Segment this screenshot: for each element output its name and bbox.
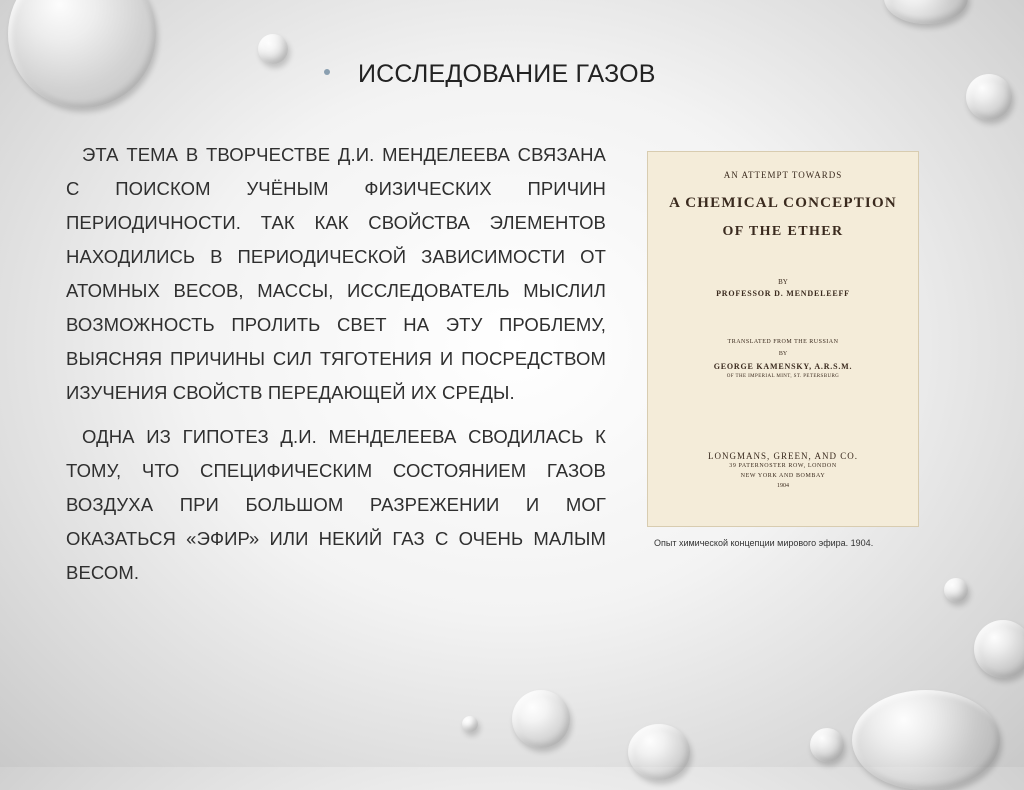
slide-body bbox=[66, 138, 606, 600]
book-title-page-image bbox=[648, 152, 918, 526]
book-line: NEW YORK AND BOMBAY bbox=[740, 473, 826, 479]
book-publisher: LONGMANS, GREEN, AND CO. bbox=[707, 451, 858, 461]
water-drop bbox=[258, 34, 288, 64]
water-drop bbox=[966, 74, 1012, 120]
water-drop bbox=[852, 690, 1000, 790]
book-title: A CHEMICAL CONCEPTION bbox=[669, 195, 897, 211]
book-title: OF THE ETHER bbox=[722, 224, 844, 239]
water-drop bbox=[810, 728, 844, 762]
book-line: BY bbox=[778, 278, 788, 286]
water-drop bbox=[462, 716, 478, 732]
book-translator: GEORGE KAMENSKY, A.R.S.M. bbox=[713, 362, 853, 371]
book-line: 39 PATERNOSTER ROW, LONDON bbox=[729, 463, 837, 469]
book-year: 1904 bbox=[777, 483, 789, 489]
image-caption: Опыт химической концепции мирового эфира. 1904. bbox=[654, 538, 874, 548]
paragraph-1: ЭТА ТЕМА В ТВОРЧЕСТВЕ Д.И. МЕНДЕЛЕЕВА СВЯЗАНА С ПОИСКОМ УЧЁНЫМ ФИЗИЧЕСКИХ ПРИЧИН ПЕРИОДИЧНОСТИ. ТАК КАК СВОЙСТВА ЭЛЕМЕНТОВ НАХОДИЛИСЬ В ПЕРИОДИЧЕСКОЙ ЗАВИСИМОСТИ ОТ АТОМНЫХ ВЕСОВ, МАССЫ, ИССЛЕДОВАТЕЛЬ МЫСЛИЛ ВОЗМОЖНОСТЬ ПРОЛИТЬ СВЕТ НА ЭТУ ПРОБЛЕМУ, ВЫЯСНЯЯ ПРИЧИНЫ СИЛ ТЯГОТЕНИЯ И ПОСРЕДСТВОМ ИЗУЧЕНИЯ СВОЙСТВ ПЕРЕДАЮЩЕЙ ИХ СРЕДЫ. bbox=[66, 144, 606, 403]
water-drop bbox=[8, 0, 156, 108]
water-drop bbox=[884, 0, 968, 24]
paragraph-2: ОДНА ИЗ ГИПОТЕЗ Д.И. МЕНДЕЛЕЕВА СВОДИЛАСЬ К ТОМУ, ЧТО СПЕЦИФИЧЕСКИМ СОСТОЯНИЕМ ГАЗОВ ВОЗДУХА ПРИ БОЛЬШОМ РАЗРЕЖЕНИИ И МОГ ОКАЗАТЬСЯ «ЭФИР» ИЛИ НЕКИЙ ГАЗ С ОЧЕНЬ МАЛЫМ ВЕСОМ. bbox=[66, 426, 606, 583]
book-line: OF THE IMPERIAL MINT, ST. PETERSBURG bbox=[726, 374, 840, 379]
book-line: BY bbox=[778, 351, 788, 357]
book-line: TRANSLATED FROM THE RUSSIAN bbox=[727, 339, 839, 345]
water-drop bbox=[628, 724, 690, 780]
water-drop bbox=[512, 690, 570, 748]
book-line: AN ATTEMPT TOWARDS bbox=[723, 170, 843, 180]
water-drop bbox=[974, 620, 1024, 678]
water-drop bbox=[944, 578, 968, 602]
title-bullet bbox=[324, 69, 330, 75]
slide-title: ИССЛЕДОВАНИЕ ГАЗОВ bbox=[358, 60, 656, 88]
book-author: PROFESSOR D. MENDELEEFF bbox=[716, 289, 850, 298]
